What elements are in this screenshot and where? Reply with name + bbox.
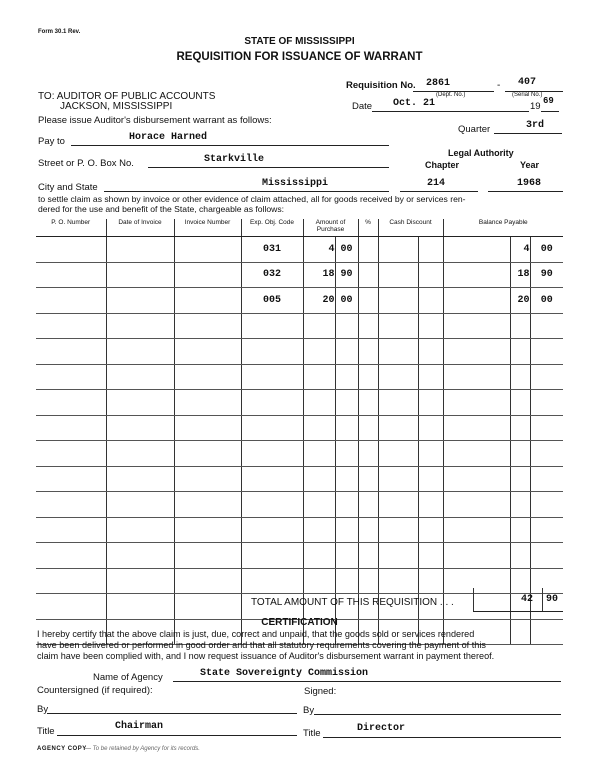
row-amount-cents: 00 <box>335 237 358 263</box>
row-code: 031 <box>241 237 303 263</box>
legal-year-value: 1968 <box>517 178 542 189</box>
state-heading: STATE OF MISSISSIPPI <box>244 36 355 47</box>
total-underline <box>473 611 563 612</box>
left-title-value: Chairman <box>115 721 164 732</box>
left-title-label: Title <box>37 726 55 737</box>
footer-copy-note: — To be retained by Agency for its records. <box>85 746 200 752</box>
table-row <box>36 492 563 518</box>
date-label: Date <box>352 101 373 112</box>
row-balance-cents: 00 <box>530 288 563 314</box>
requisition-label: Requisition No. <box>346 80 416 91</box>
date-value: Oct. 21 <box>393 98 436 109</box>
total-cents: 90 <box>546 594 559 605</box>
agency-line <box>173 681 561 682</box>
quarter-label: Quarter <box>458 124 491 135</box>
chapter-value: 214 <box>427 178 446 189</box>
col-cash-discount: Cash Discount <box>378 219 443 237</box>
settle-text-1: to settle claim as shown by invoice or other evidence of claim attached, all for goods received by or services ren- <box>38 194 466 204</box>
row-code: 032 <box>241 262 303 288</box>
certification-heading: CERTIFICATION <box>261 617 338 628</box>
table-row <box>36 568 563 594</box>
table-row <box>36 390 563 416</box>
legal-year-line <box>488 191 563 192</box>
right-by-line <box>314 714 561 715</box>
left-title-line <box>57 735 297 736</box>
table-row <box>36 517 563 543</box>
dept-caption: (Dept. No.) <box>436 92 466 98</box>
row-balance-dollars: 20 <box>510 288 530 314</box>
right-title-label: Title <box>303 728 321 739</box>
row-code: 005 <box>241 288 303 314</box>
row-balance-dollars: 18 <box>510 262 530 288</box>
footer-copy-label: AGENCY COPY <box>37 746 87 752</box>
year-line <box>541 111 559 112</box>
table-row <box>36 543 563 569</box>
certification-line2: have been delivered or performed in good order and that all statutory requirements covering the payment of this <box>37 640 486 650</box>
col-date-of-invoice: Date of Invoice <box>106 219 174 237</box>
row-amount-dollars: 20 <box>303 288 335 314</box>
serial-caption: (Serial No.) <box>512 92 543 98</box>
right-by-label: By <box>303 705 315 716</box>
claim-table <box>36 219 563 645</box>
countersigned-label: Countersigned (if required): <box>37 685 153 696</box>
addressee-line1: TO: AUDITOR OF PUBLIC ACCOUNTS <box>38 91 216 102</box>
col-po-number: P. O. Number <box>36 219 106 237</box>
row-amount-dollars: 18 <box>303 262 335 288</box>
col-invoice-number: Invoice Number <box>174 219 241 237</box>
col-exp-obj-code: Exp. Obj. Code <box>241 219 303 237</box>
quarter-value: 3rd <box>526 120 545 131</box>
total-label: TOTAL AMOUNT OF THIS REQUISITION . . . <box>251 597 454 608</box>
certification-line1: I hereby certify that the above claim is just, due, correct and unpaid, that the goods sold or services rendered <box>37 629 475 639</box>
agency-label: Name of Agency <box>93 672 163 683</box>
street-line <box>148 167 389 168</box>
certification-line3: claim have been complied with, and I now request issuance of Auditor's disbursement warrant in payment thereof. <box>37 651 495 661</box>
table-header-row <box>36 219 563 237</box>
addressee-line2: JACKSON, MISSISSIPPI <box>60 101 173 112</box>
form-title: REQUISITION FOR ISSUANCE OF WARRANT <box>176 51 423 63</box>
agency-value: State Sovereignty Commission <box>200 668 369 679</box>
table-row <box>36 237 563 263</box>
total-dollars: 42 <box>521 594 534 605</box>
city-line <box>104 191 389 192</box>
instruction-text: Please issue Auditor's disbursement warrant as follows: <box>38 115 272 126</box>
settle-text-2: dered for the use and benefit of the State, chargeable as follows: <box>38 204 285 214</box>
row-balance-cents: 90 <box>530 262 563 288</box>
legal-authority-label: Legal Authority <box>448 148 514 158</box>
right-title-line <box>323 737 561 738</box>
table-row <box>36 339 563 365</box>
street-value: Starkville <box>204 154 265 165</box>
year-prefix: 19 <box>530 101 541 112</box>
quarter-line <box>494 133 562 134</box>
row-amount-dollars: 4 <box>303 237 335 263</box>
row-balance-dollars: 4 <box>510 237 530 263</box>
col-amount-of-purchase: Amount of Purchase <box>303 219 358 237</box>
pay-to-label: Pay to <box>38 136 65 147</box>
chapter-label: Chapter <box>425 160 460 170</box>
city-value: Mississippi <box>262 178 329 189</box>
dept-no-value: 2861 <box>426 78 451 89</box>
form-number: Form 30.1 Rev. <box>38 29 81 35</box>
row-balance-cents: 00 <box>530 237 563 263</box>
col-balance-payable: Balance Payable <box>443 219 563 237</box>
legal-year-label: Year <box>520 160 540 170</box>
dash: - <box>497 80 501 91</box>
date-line <box>372 111 529 112</box>
serial-no-value: 407 <box>518 77 537 88</box>
chapter-line <box>400 191 478 192</box>
row-amount-cents: 90 <box>335 262 358 288</box>
table-row <box>36 288 563 314</box>
right-title-value: Director <box>357 723 406 734</box>
year-value: 69 <box>543 96 554 106</box>
street-label: Street or P. O. Box No. <box>38 158 134 169</box>
table-row <box>36 364 563 390</box>
city-label: City and State <box>38 182 98 193</box>
total-separator <box>473 588 474 612</box>
table-row <box>36 466 563 492</box>
left-by-line <box>47 713 297 714</box>
table-row <box>36 415 563 441</box>
signed-label: Signed: <box>304 686 337 697</box>
left-by-label: By <box>37 704 49 715</box>
table-row <box>36 313 563 339</box>
table-row <box>36 441 563 467</box>
pay-to-value: Horace Harned <box>129 132 208 143</box>
row-amount-cents: 00 <box>335 288 358 314</box>
total-cents-separator <box>542 588 543 612</box>
table-row <box>36 262 563 288</box>
col-percent: % <box>358 219 378 237</box>
pay-to-line <box>71 145 389 146</box>
